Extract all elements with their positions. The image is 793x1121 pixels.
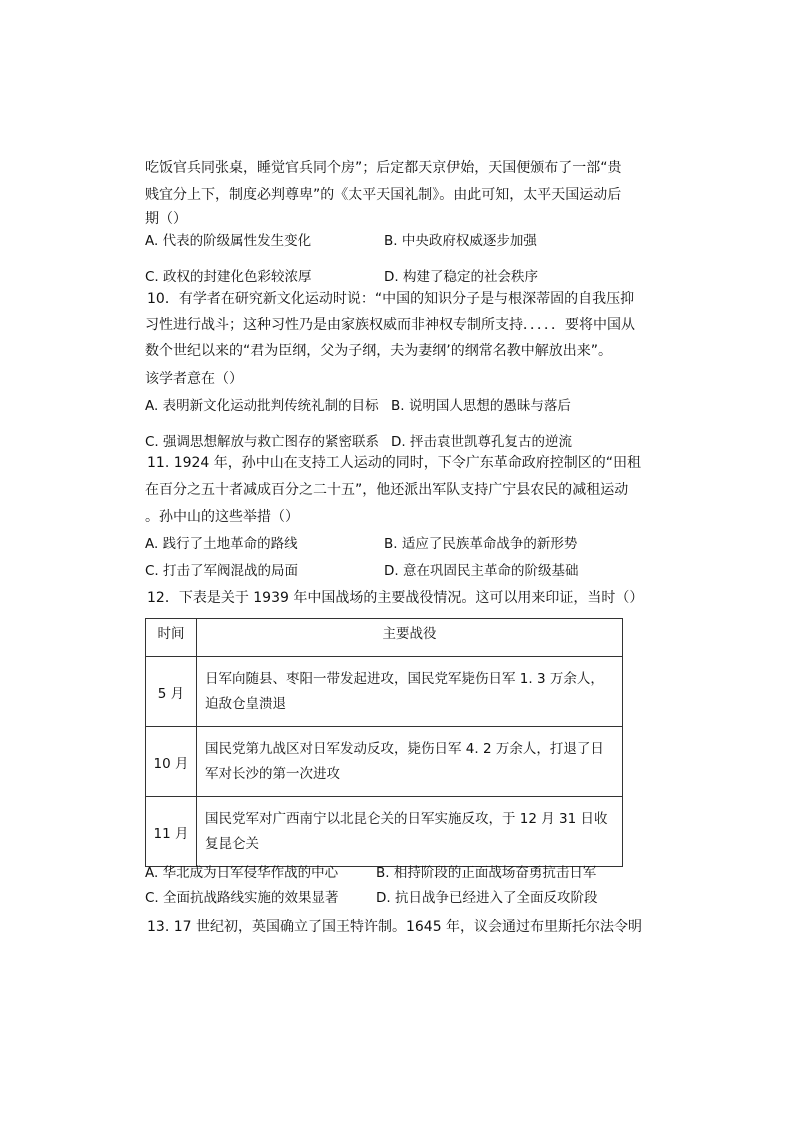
- header-battles: 主要战役: [197, 619, 623, 657]
- q10-option-d: D. 抨击袁世凯尊孔复古的逆流: [391, 434, 572, 450]
- q12-option-d: D. 抗日战争已经进入了全面反攻阶段: [376, 890, 598, 906]
- q9-line-1: 吃饭官兵同张桌，睡觉官兵同个房”；后定都天京伊始，天国便颁布了一部“贵: [145, 160, 622, 176]
- q11-line-2: 在百分之五十者减成百分之二十五”，他还派出军队支持广宁县农民的减租运动: [145, 482, 629, 498]
- q10-line-2: 习性进行战斗；这种习性乃是由家族权威而非神权专制所支持．．．．．要将中国从: [145, 317, 635, 333]
- q11-option-a: A. 践行了土地革命的路线: [145, 536, 298, 552]
- q10-option-a: A. 表明新文化运动批判传统礼制的目标: [145, 398, 379, 414]
- table-header-row: [146, 619, 623, 657]
- q9-line-3: 期（）: [145, 211, 187, 227]
- row-text: [197, 727, 623, 797]
- row-time: 10 月: [146, 727, 197, 797]
- row-text-content: 国民党第九战区对日军发动反攻，毙伤日军 4. 2 万余人，打退了日军对长沙的第一次进攻: [205, 740, 604, 782]
- q10-option-c: C. 强调思想解放与救亡图存的紧密联系: [145, 434, 380, 450]
- q11-option-c: C. 打击了军阀混战的局面: [145, 563, 299, 579]
- q11-option-d: D. 意在巩固民主革命的阶级基础: [384, 563, 579, 579]
- q9-option-b: B. 中央政府权威逐步加强: [384, 233, 537, 249]
- q9-option-c: C. 政权的封建化色彩较浓厚: [145, 269, 312, 285]
- row-time: 11 月: [146, 797, 197, 867]
- q13-stem: 13. 17 世纪初，英国确立了国王特许制。1645 年，议会通过布里斯托尔法令明: [147, 919, 643, 935]
- q10-line-3: 数个世纪以来的“君为臣纲，父为子纲，夫为妻纲’的纲常名教中解放出来”。: [145, 343, 612, 359]
- q12-option-b: B. 相持阶段的正面战场奋勇抗击日军: [376, 865, 597, 881]
- row-text: [197, 797, 623, 867]
- q12-option-a: A. 华北成为日军侵华作战的中心: [145, 865, 339, 881]
- q10-line-1: 10．有学者在研究新文化运动时说：“中国的知识分子是与根深蒂固的自我压抑: [147, 291, 635, 307]
- row-text: [197, 657, 623, 727]
- battles-table: [145, 618, 623, 867]
- q9-option-a: A. 代表的阶级属性发生变化: [145, 233, 312, 249]
- q12-option-c: C. 全面抗战路线实施的效果显著: [145, 890, 339, 906]
- q12-stem: 12．下表是关于 1939 年中国战场的主要战役情况。这可以用来印证，当时（）: [147, 590, 644, 606]
- q11-line-3: 。孙中山的这些举措（）: [145, 509, 299, 525]
- table-row: [146, 657, 623, 727]
- row-text-content: 日军向随县、枣阳一带发起进攻，国民党军毙伤日军 1. 3 万余人，迫敌仓皇溃退: [205, 670, 604, 712]
- row-time: 5 月: [146, 657, 197, 727]
- q10-option-b: B. 说明国人思想的愚昧与落后: [391, 398, 571, 414]
- row-text-content: 国民党军对广西南宁以北昆仑关的日军实施反攻，于 12 月 31 日收复昆仑关: [205, 810, 608, 852]
- q9-line-2: 贱宜分上下，制度必判尊卑”的《太平天国礼制》。由此可知，太平天国运动后: [145, 187, 622, 203]
- header-time: 时间: [146, 619, 197, 657]
- q10-line-4: 该学者意在（）: [145, 371, 243, 387]
- q11-line-1: 11. 1924 年，孙中山在支持工人运动的同时，下令广东革命政府控制区的“田租: [147, 455, 642, 471]
- q11-option-b: B. 适应了民族革命战争的新形势: [384, 536, 578, 552]
- table-row: [146, 797, 623, 867]
- table-row: [146, 727, 623, 797]
- q9-option-d: D. 构建了稳定的社会秩序: [384, 269, 538, 285]
